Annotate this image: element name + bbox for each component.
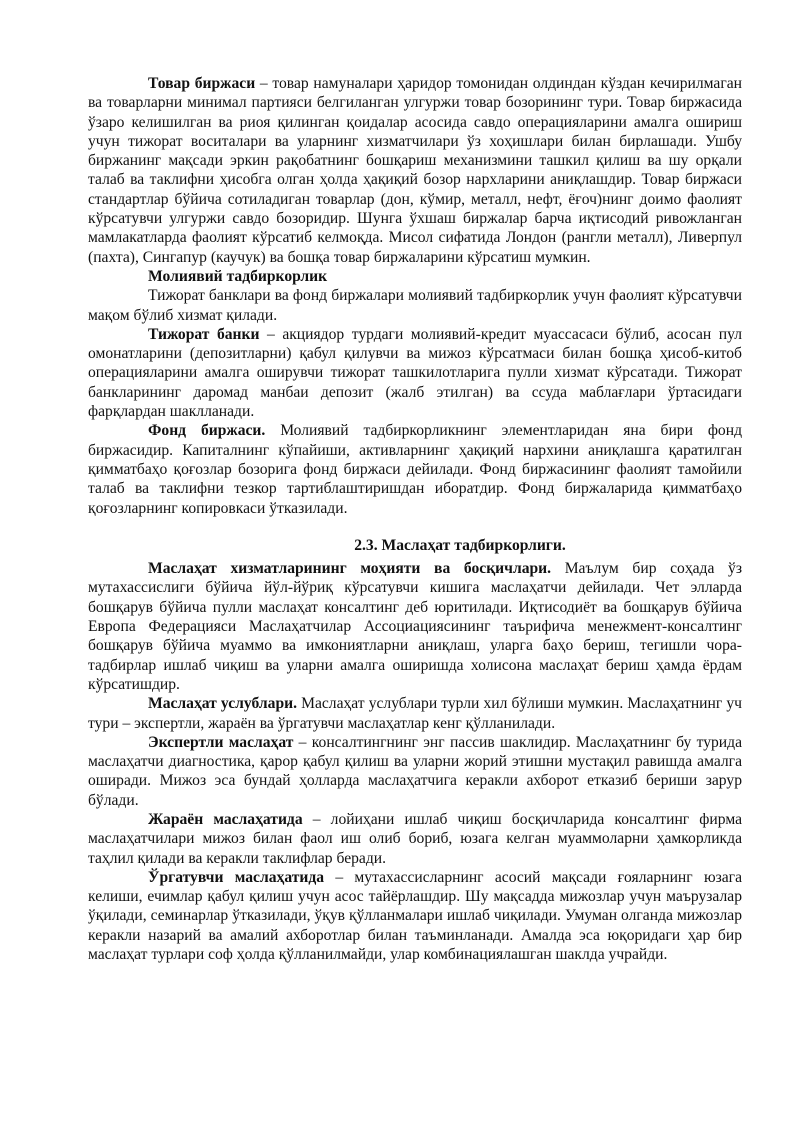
paragraph-text: Тижорат банклари ва фонд биржалари молиявий тадбиркорлик учун фаолият кўрсатувчи мақом бўлиб хизмат қилади. [88,287,742,324]
paragraph-text: – консалтингнинг энг пассив шаклидир. Маслаҳатнинг бу турида маслаҳатчи диагностика, қарор қабул қилиш ва уларни жорий этишни мустақил равишда амалга оширади. Мижоз эса бундай ҳолларда маслаҳатчига керакли ахборот етказиб бериши зарур бўлади. [88,733,743,809]
paragraph-text: – лойиҳани ишлаб чиқиш босқичларида консалтинг фирма маслаҳатчилари мижоз билан фаол иш олиб бориб, юзага келган муаммоларни ҳамкорликда таҳлил қилади ва керакли таклифлар беради. [88,810,742,867]
term-commercial-bank: Тижорат банки [148,325,260,343]
section-gap [88,518,742,536]
paragraph-text: – товар намуналари ҳаридор томонидан олдиндан кўздан кечирилмаган ва товарларни минимал партияси белгиланган улгуржи товар бозорининг тури. Товар биржасида ўзаро келишилган ва риоя қилинган қоидалар асосида савдо операцияларини амалга ошириш учун тижорат воситалари ва уларнинг хизматчилари ўз хоҳишлари билан бирлашади. Ушбу биржанинг мақсади эркин рақобатнинг бошқариш механизмини ташкил қилиш ва шу орқали талаб ва таклифни ҳисобга олган ҳолда ҳақиқий бозор нархларини аниқлашдир. Товар биржаси стандартлар бўйича сотиладиган товарлар (дон, кўмир, металл, нефт, ёғоч)нинг доимо фаолият кўрсатувчи улгуржи савдо бозоридир. Шунга ўхшаш биржалар барча иқтисодий ривожланган мамлакатларда фаолият кўрсатиб келмоқда. Мисол сифатида Лондон (рангли металл), Ливерпул (пахта), Сингапур (каучук) ва бошқа товар биржаларини кўрсатиш мумкин. [88,75,742,266]
paragraph-training-consulting [88,868,742,964]
paragraph-consulting-essence [88,559,742,694]
term-commodity-exchange: Товар биржаси [148,75,256,92]
paragraph-text: Молиявий тадбиркорликнинг элементларидан яна бири фонд биржасидир. Капиталнинг кўпайиши, активларнинг ҳақиқий нархини аниқлашга қаратилган қимматбаҳо қоғозлар бозорига фонд биржаси дейилади. Фонд биржасининг фаолият тамойили талаб ва таклифни тезкор тартиблаштиришдан иборатдир. Фонд биржаларида қимматбаҳо қоғозларнинг копировкаси ўтказилади. [88,422,743,517]
paragraph-expert-consulting [88,733,742,810]
paragraph-text: – мутахассисларнинг асосий мақсади ғояларнинг юзага келиши, ечимлар қабул қилиш учун асос тайёрлашдир. Шу мақсадда мижозлар учун маърузалар ўқилади, семинарлар ўтказилади, ўқув қўлланмалари ишлаб чиқилади. Умуман олганда мижозлар керакли назарий ва амалий ахборотлар билан таъминланади. Амалда эса юқоридаги ҳар бир маслаҳат турлари соф ҳолда қўлланилмайди, улар комбинациялашган шаклда учрайди. [88,868,742,964]
paragraph-stock-exchange [88,421,742,517]
paragraph-financial-intro [88,286,742,325]
paragraph-process-consulting [88,810,742,868]
paragraph-commercial-bank [88,325,742,421]
paragraph-text: – акциядор турдаги молиявий-кредит муассасаси бўлиб, асосан пул омонатларини (депозитларни) қабул қилувчи ва мижоз кўрсатмаси билан бошқа ҳисоб-китоб операцияларини амалга оширувчи тижорат ташкилотларига пулли хизмат кўрсатади. Тижорат банкларининг даромад манбаи депозит (жалб этилган) ва ссуда маблағлари ўртасидаги фарқлардан шаклланади. [88,325,742,421]
term-consulting-essence: Маслаҳат хизматларининг моҳияти ва босқичлари. [148,560,552,578]
term-expert-consulting: Экспертли маслаҳат [148,733,294,751]
section-title: 2.3. Маслаҳат тадбиркорлиги. [354,536,566,554]
subheading-financial-business: Молиявий тадбиркорлик [148,267,328,285]
paragraph-text: Маълум бир соҳада ўз мутахассислиги бўйича йўл-йўриқ кўрсатувчи кишига маслаҳатчи дейилади. Чет элларда бошқарув бўйича пулли маслаҳат консалтинг деб юритилади. Иқтисодиёт ва бошқарув бўйича Европа Федерацияси Маслаҳатчилар Ассоциациясининг таърифича менежмент-консалтинг бошқарув бўйича муаммо ва имкониятларни аниқлаш, уларга баҳо бериш, тегишли чора-тадбирлар ишлаб чиқиш ва уларни амалга оширишда холисона маслаҳат бериш ҳамда ёрдам кўрсатишдир. [88,560,742,693]
term-stock-exchange: Фонд биржаси. [148,422,266,440]
term-consulting-methods: Маслаҳат услублари. [148,695,297,713]
paragraph-commodity-exchange [88,74,742,267]
paragraph-consulting-methods [88,694,742,733]
term-process-consulting: Жараён маслаҳатида [148,810,303,828]
paragraph-text: Маслаҳат услублари турли хил бўлиши мумкин. Маслаҳатнинг уч тури – экспертли, жараён ва ўргатувчи маслаҳатлар кенг қўлланилади. [88,695,742,732]
term-training-consulting: Ўргатувчи маслаҳатида [148,868,325,886]
